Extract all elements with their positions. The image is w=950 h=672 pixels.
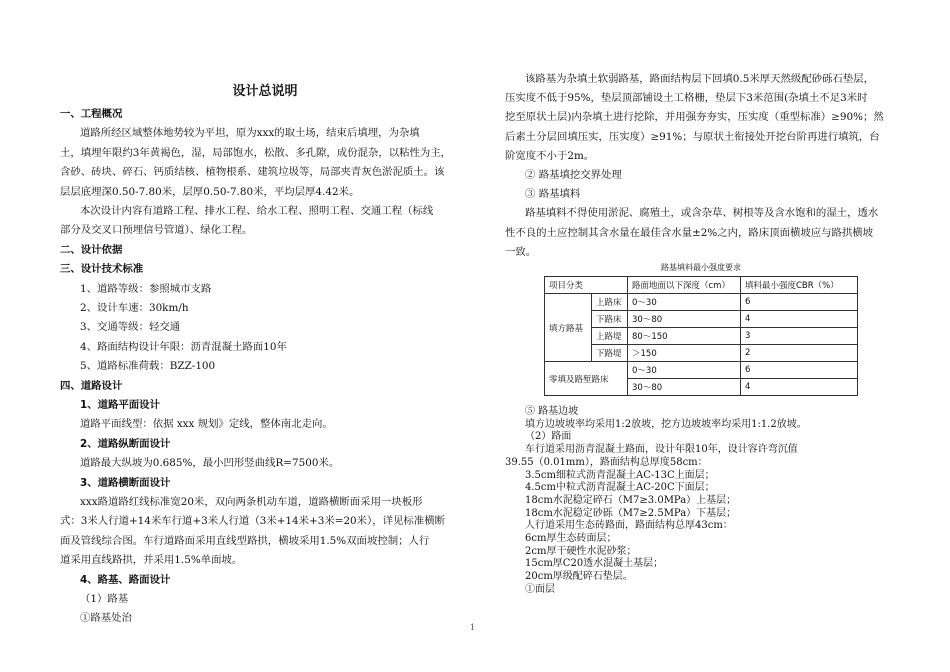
table-cell: 6	[741, 362, 858, 379]
section-heading: 四、道路设计	[60, 379, 123, 392]
page-number: 1	[470, 623, 476, 632]
section-heading: 3、道路横断面设计	[80, 476, 171, 489]
table-caption: 路基填料最小强度要求	[661, 263, 741, 272]
text-line: 道路所经区域整体地势较为平坦，原为xxx的取土场，结束后填埋，为杂填	[80, 127, 420, 140]
text-line: ② 路基填挖交界处理	[525, 169, 622, 181]
text-line: ①面层	[525, 583, 555, 595]
table-header-cell: 项目分类	[545, 277, 628, 294]
table-sub-cell: 下路床	[592, 311, 628, 328]
text-line: xxx路道路红线标准宽20米，双向两条机动车道，道路横断面采用一块板形	[80, 496, 423, 508]
text-line: 人行道采用生态砖路面，路面结构总厚43cm：	[525, 520, 733, 532]
table-group-cell: 零填及路堑路床	[545, 362, 628, 396]
text-line: ①路基处治	[80, 612, 132, 625]
table-cell: 30～80	[628, 379, 741, 396]
table-header-cell: 填料最小强度CBR（%）	[741, 277, 858, 294]
text-line: 3、交通等级：轻交通	[80, 321, 181, 334]
text-line: 5、道路标准荷载：BZZ-100	[80, 360, 216, 373]
table-cell: 2	[741, 345, 858, 362]
text-line: 4、路面结构设计年限：沥青混凝土路面10年	[80, 340, 287, 353]
table-header-cell: 路面地面以下深度（cm）	[628, 277, 741, 294]
table-sub-cell: 上路床	[592, 294, 628, 311]
text-line: （2）路面	[525, 431, 572, 443]
text-line: 道路平面线型：依据 xxx 规划》定线，整体南北走向。	[80, 418, 333, 431]
text-line: 39.55（0.01mm），路面结构总厚度58cm：	[505, 456, 708, 468]
table-cell: 30～80	[628, 311, 741, 328]
text-line: 18cm水泥稳定碎石（M7≥3.0MPa）上基层；	[525, 494, 737, 506]
text-line: 土，填埋年限约3年黄褐色，湿，局部饱水，松散、多孔隙，成份混杂，以粘性为主，	[60, 146, 452, 159]
table-header-row	[545, 277, 858, 294]
table-row	[545, 345, 858, 362]
text-line: 2cm厚干硬性水泥砂浆；	[525, 545, 637, 557]
table-row	[545, 328, 858, 345]
table-cell: 4	[741, 379, 858, 396]
text-line: 3.5cm细粒式沥青混凝土AC-13C上面层；	[525, 469, 715, 481]
page-title: 设计总说明	[232, 84, 298, 99]
section-heading: 三、设计技术标准	[60, 263, 144, 276]
text-line: 15cm厚C20透水混凝土基层；	[525, 558, 664, 570]
section-heading: 一、工程概况	[60, 108, 123, 120]
text-line: 车行道采用沥青混凝土路面，设计年限10年，设计容许弯沉值	[525, 444, 798, 456]
section-heading: 1、道路平面设计	[80, 399, 160, 411]
text-line: 20cm厚级配碎石垫层。	[525, 571, 633, 583]
table-cell: 0～30	[628, 362, 741, 379]
table-cell: 80～150	[628, 328, 741, 345]
text-line: 层层底埋深0.50-7.80米，层厚0.50-7.80米，平均层厚4.42米。	[60, 185, 360, 198]
text-line: 6cm厚生态砖面层；	[525, 533, 617, 544]
text-line: 本次设计内容有道路工程、排水工程、给水工程、照明工程、交通工程（标线	[80, 205, 434, 217]
text-line: 2、设计车速：30km/h	[80, 302, 189, 314]
text-line: 挖至原状土层)内杂填土进行挖除，并用强夯夯实，压实度（重型标准）≥90%；然	[505, 111, 884, 124]
text-line: （1）路基	[80, 593, 129, 605]
text-line: 该路基为杂填土软弱路基，路面结构层下回填0.5米厚天然级配砂砾石垫层，	[525, 73, 875, 85]
table-cell: 6	[741, 294, 858, 311]
text-line: 阶宽度不小于2m。	[505, 149, 595, 162]
table-row	[545, 362, 858, 379]
text-line: 含砂、砖块、碎石、钙质结核、植物根系、建筑垃圾等，局部夹青灰色淤泥质土。该	[60, 166, 445, 179]
text-line: ⑤ 路基边坡	[525, 406, 579, 417]
text-line: 一致。	[505, 245, 537, 258]
text-line: 道路最大纵坡为0.685%，最小凹形竖曲线R=7500米。	[80, 457, 340, 470]
text-line: 后素土分层回填压实，压实度）≥91%；与原状土衔接处开挖台阶再进行填筑，台	[505, 130, 880, 143]
text-line: 压实度不低于95%，垫层顶部铺设土工格栅，垫层下3米范围(杂填土不足3米时	[505, 92, 868, 105]
table-row	[545, 311, 858, 328]
text-line: 4.5cm中粒式沥青混凝土AC-20C下面层；	[525, 482, 715, 494]
text-line: 式：3米人行道+14米车行道+3米人行道（3米+14米+3米=20米），详见标准横断	[60, 515, 445, 528]
section-heading: 二、设计依据	[60, 243, 123, 256]
table-sub-cell: 上路堤	[592, 328, 628, 345]
table-cell: 4	[741, 311, 858, 328]
text-line: 1、道路等级：参照城市支路	[80, 282, 212, 295]
table-group-cell: 填方路基	[545, 294, 592, 362]
text-line: ③ 路基填料	[525, 188, 581, 201]
text-line: 性不良的土应控制其含水量在最佳含水量±2%之内，路床顶面横坡应与路拱横坡	[505, 226, 874, 239]
table-cell: 0～30	[628, 294, 741, 311]
section-heading: 4、路基、路面设计	[80, 573, 171, 586]
text-line: 面及管线综合图。车行道路面采用直线型路拱，横坡采用1.5%双面坡控制；人行	[60, 534, 430, 547]
text-line: 18cm水泥稳定砂砾（M7≥2.5MPa）下基层；	[525, 507, 737, 519]
table-cell: ＞150	[628, 345, 741, 362]
table-cell: 3	[741, 328, 858, 345]
fill-strength-table	[544, 276, 858, 396]
text-line: 路基填料不得使用淤泥、腐殖土，或含杂草、树根等及含水饱和的湿土，透水	[525, 207, 879, 220]
table-row	[545, 294, 858, 311]
text-line: 填方边坡坡率均采用1:2放坡，挖方边坡坡率均采用1:1.2放坡。	[525, 418, 807, 430]
text-line: 部分及交叉口预埋信号管道）、绿化工程。	[60, 224, 253, 237]
table-sub-cell: 下路堤	[592, 345, 628, 362]
text-line: 道采用直线路拱，并采用1.5%单面坡。	[60, 554, 243, 567]
section-heading: 2、道路纵断面设计	[80, 437, 171, 450]
